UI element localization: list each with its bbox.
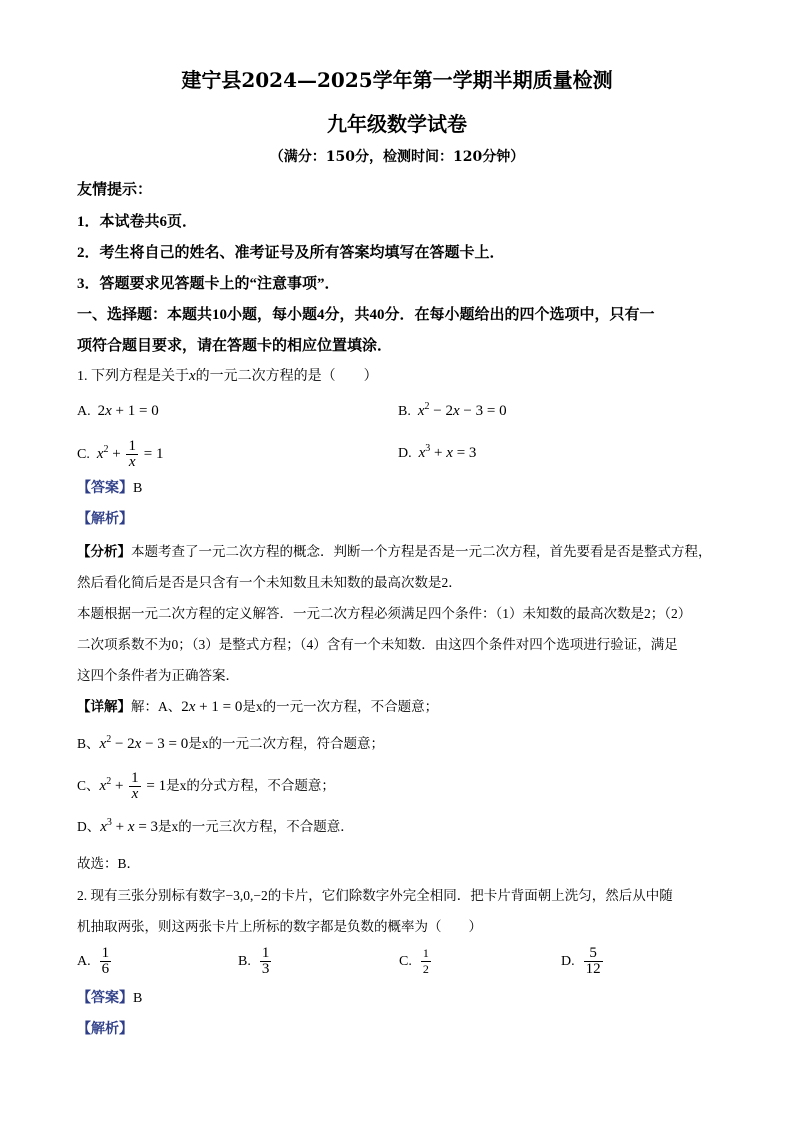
answer-tag: 【答案】: [77, 481, 133, 496]
exam-title: 建宁县2024—2025学年第一学期半期质量检测: [181, 68, 613, 92]
q1-stem: [77, 367, 378, 386]
option-label: C.: [77, 447, 90, 462]
detail-text: B、: [77, 736, 100, 751]
answer-value: B: [133, 991, 143, 1006]
q1-detail-a: 【详解】解：A、2x + 1 = 0是x的一元一次方程，不合题意；: [77, 699, 439, 715]
fenxi-text: 本题考查了一元二次方程的概念．判断一个方程是否是一元二次方程，首先要看是否是整式方程，: [131, 544, 712, 559]
frac-den: 6: [101, 961, 110, 978]
frac-num: 1: [422, 946, 429, 961]
detail-text: 是x的一元三次方程，不合题意．: [158, 819, 354, 834]
tips-item: 2．考生将自己的姓名、准考证号及所有答案均填写在答题卡上．: [77, 245, 505, 261]
q1-analysis-tag: 【解析】: [77, 512, 133, 527]
detail-text: 是x的一元二次方程，符合题意；: [188, 736, 384, 751]
frac-den: 2: [422, 962, 429, 977]
q2-answer: [77, 990, 142, 1008]
q1-option-a: A. 2x + 1 = 0: [77, 403, 159, 419]
q1-option-c: C. $x^2$ + $\frac{1}{x}$ = 1: [77, 438, 164, 471]
option-label: B.: [398, 404, 411, 419]
q1-para-line: 二次项系数不为0；（3）是整式方程；（4）含有一个未知数．由这四个条件对四个选项进行验证，满足: [77, 637, 678, 652]
q1-stem-var: x: [189, 368, 196, 384]
tips-item: 1．本试卷共6页．: [77, 214, 198, 230]
q1-option-b: B. $x^2 - 2x - 3 = 0$: [398, 401, 507, 419]
detail-text: D、: [77, 819, 101, 834]
option-label: D.: [398, 446, 412, 461]
option-label: A.: [77, 954, 91, 969]
frac-den: 12: [585, 961, 601, 978]
fenxi-tag: 【分析】: [77, 544, 131, 559]
detail-text: 解：A、: [131, 699, 182, 714]
q2-stem-line: 机抽取两张，则这两张卡片上所标的数字都是负数的概率为（ ）: [77, 919, 482, 934]
tips-heading: 友情提示：: [77, 182, 153, 198]
section-heading: 一、选择题：本题共10小题，每小题4分，共40分．在每小题给出的四个选项中，只有一: [77, 307, 655, 323]
frac-num: 5: [584, 946, 603, 962]
q1-detail-d: D、$x^3 + x = 3$是x的一元三次方程，不合题意．: [77, 817, 354, 835]
q1-option-d: D. $x^3 + x = 3$: [398, 443, 477, 461]
q1-para-line: 本题根据一元二次方程的定义解答．一元二次方程必须满足四个条件：（1）未知数的最高次数是2；（2）: [77, 606, 692, 621]
q2-option-d: [561, 944, 605, 980]
exam-info: （满分：150分，检测时间：120分钟）: [269, 149, 525, 165]
q2-option-a: [77, 944, 113, 980]
q1-stem-post: 的一元二次方程的是（ ）: [195, 369, 378, 384]
answer-value: B: [133, 481, 143, 496]
section-heading-cont: 项符合题目要求，请在答题卡的相应位置填涂．: [77, 338, 393, 354]
detail-text: C、: [77, 778, 100, 793]
q2-option-b: [238, 944, 273, 980]
q1-detail-c: C、$x^2$ + $\frac{1}{x}$ = 1是x的分式方程，不合题意；: [77, 770, 335, 803]
exam-subtitle: 九年级数学试卷: [327, 112, 467, 136]
option-label: C.: [399, 954, 412, 969]
q2-option-c: [399, 944, 433, 980]
q2-stem-line: 2. 现有三张分别标有数字−3,0,−2的卡片，它们除数字外完全相同．把卡片背面朝上洗匀，然后从中随: [77, 888, 673, 903]
detail-text: 是x的一元一次方程，不合题意；: [242, 699, 439, 714]
option-label: D.: [561, 954, 575, 969]
q2-analysis-tag: 【解析】: [77, 1022, 133, 1037]
detail-text: 是x的分式方程，不合题意；: [166, 778, 335, 793]
q1-fenxi-line: 然后看化简后是否是只含有一个未知数且未知数的最高次数是2．: [77, 575, 462, 590]
q1-stem-pre: 1. 下列方程是关于: [77, 369, 189, 384]
option-label: B.: [238, 954, 251, 969]
q1-para-line: 这四个条件者为正确答案．: [77, 668, 239, 683]
q1-detail-b: B、$x^2 - 2x - 3 = 0$是x的一元二次方程，符合题意；: [77, 734, 384, 752]
answer-tag: 【答案】: [77, 991, 133, 1006]
option-label: A.: [77, 404, 91, 419]
frac-den: 3: [261, 961, 270, 978]
q1-choose: 故选：B．: [77, 856, 141, 871]
q1-fenxi-line: [77, 543, 712, 561]
q1-answer: [77, 480, 142, 498]
frac-num: 1: [261, 945, 270, 962]
detail-tag: 【详解】: [77, 699, 131, 714]
tips-item: 3．答题要求见答题卡上的“注意事项”．: [77, 276, 340, 292]
frac-num: 1: [101, 945, 110, 962]
